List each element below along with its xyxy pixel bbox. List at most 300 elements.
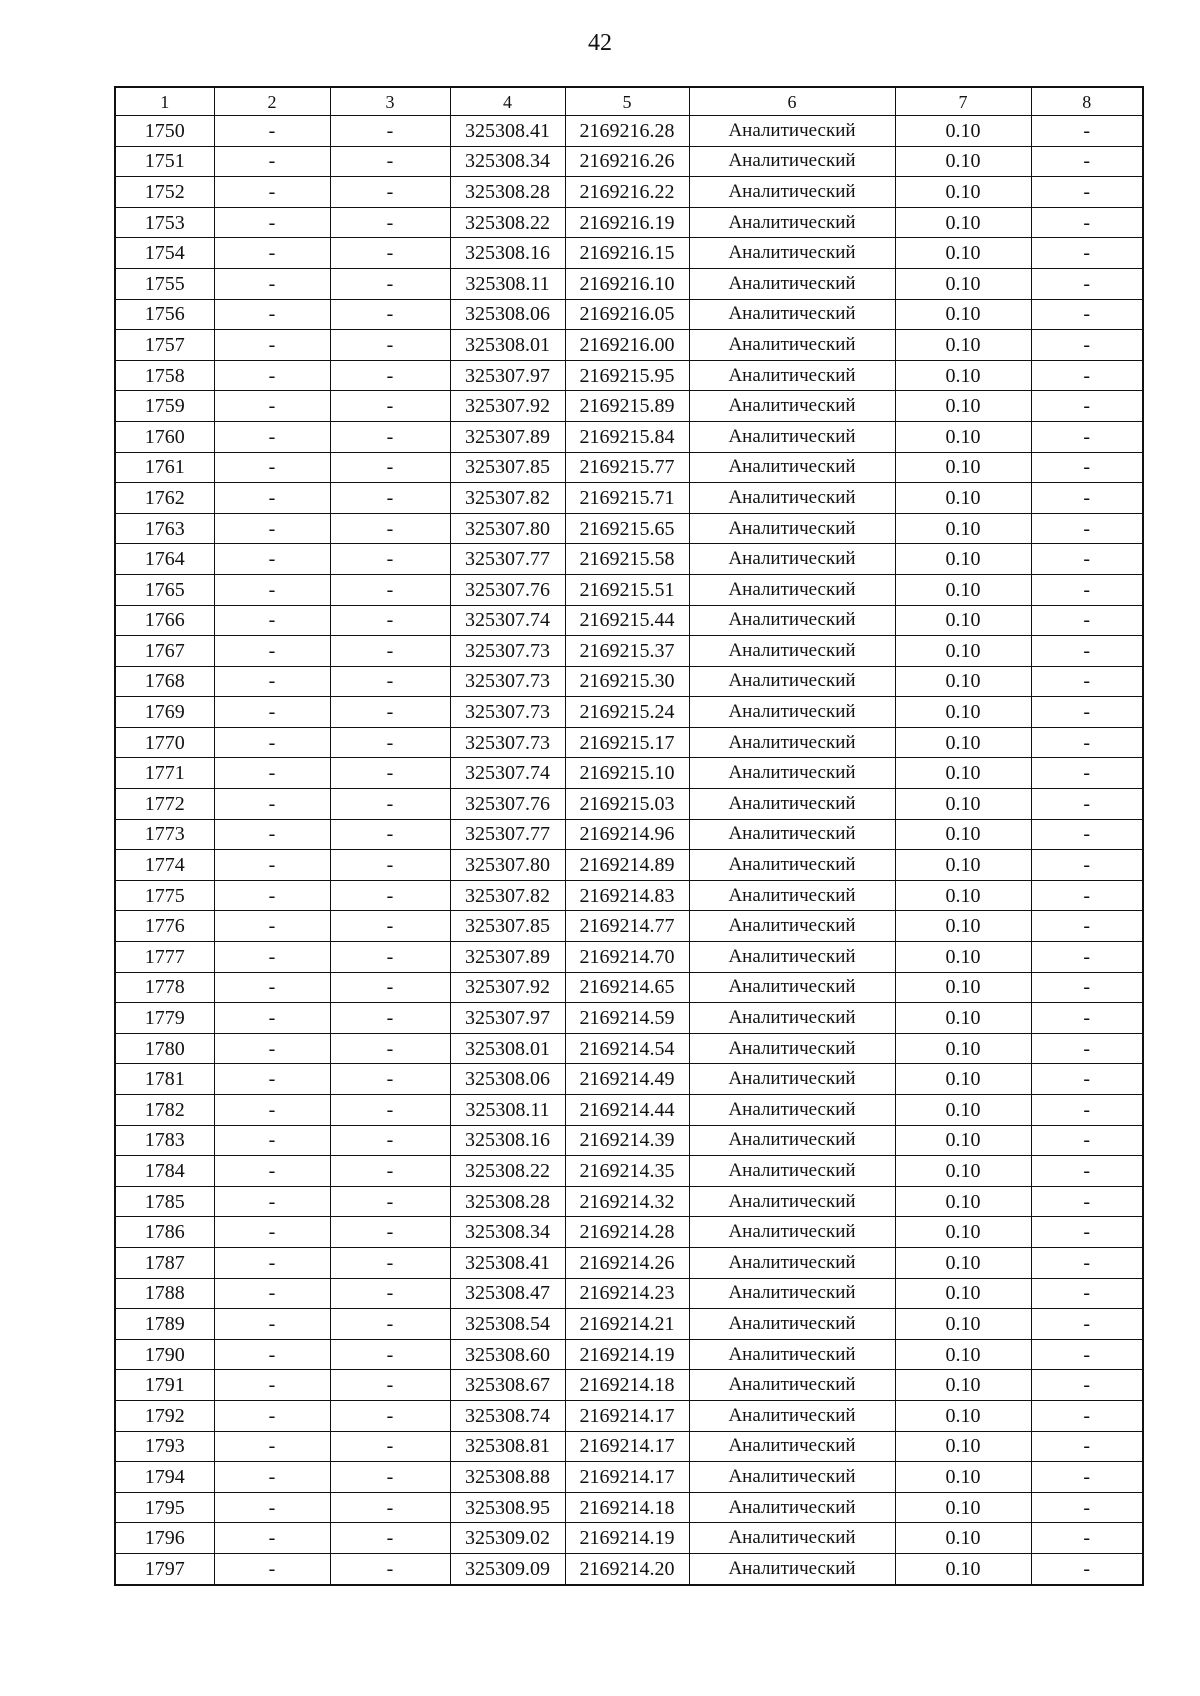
method-cell: Аналитический <box>689 605 895 636</box>
x-coordinate-cell: 325308.60 <box>450 1339 565 1370</box>
x-coordinate-cell: 325309.09 <box>450 1553 565 1584</box>
accuracy-cell: 0.10 <box>895 758 1031 789</box>
accuracy-cell: 0.10 <box>895 574 1031 605</box>
col3-cell: - <box>330 758 450 789</box>
table-row <box>115 1370 1143 1401</box>
table-row <box>115 268 1143 299</box>
method-cell: Аналитический <box>689 1003 895 1034</box>
col2-cell: - <box>214 207 330 238</box>
y-coordinate-cell: 2169214.17 <box>565 1400 689 1431</box>
x-coordinate-cell: 325307.82 <box>450 880 565 911</box>
method-cell: Аналитический <box>689 1217 895 1248</box>
accuracy-cell: 0.10 <box>895 605 1031 636</box>
method-cell: Аналитический <box>689 177 895 208</box>
col8-cell: - <box>1031 697 1143 728</box>
x-coordinate-cell: 325307.92 <box>450 391 565 422</box>
x-coordinate-cell: 325307.77 <box>450 819 565 850</box>
x-coordinate-cell: 325308.74 <box>450 1400 565 1431</box>
col2-cell: - <box>214 1095 330 1126</box>
method-cell: Аналитический <box>689 330 895 361</box>
col8-cell: - <box>1031 360 1143 391</box>
x-coordinate-cell: 325308.47 <box>450 1278 565 1309</box>
col2-cell: - <box>214 1431 330 1462</box>
col8-cell: - <box>1031 1339 1143 1370</box>
y-coordinate-cell: 2169216.28 <box>565 116 689 147</box>
col2-cell: - <box>214 880 330 911</box>
accuracy-cell: 0.10 <box>895 636 1031 667</box>
y-coordinate-cell: 2169214.39 <box>565 1125 689 1156</box>
y-coordinate-cell: 2169214.35 <box>565 1156 689 1187</box>
col3-cell: - <box>330 1186 450 1217</box>
x-coordinate-cell: 325308.06 <box>450 299 565 330</box>
col8-cell: - <box>1031 1462 1143 1493</box>
table-row <box>115 697 1143 728</box>
method-cell: Аналитический <box>689 1370 895 1401</box>
y-coordinate-cell: 2169214.44 <box>565 1095 689 1126</box>
accuracy-cell: 0.10 <box>895 819 1031 850</box>
col3-cell: - <box>330 1278 450 1309</box>
accuracy-cell: 0.10 <box>895 513 1031 544</box>
col2-cell: - <box>214 1400 330 1431</box>
x-coordinate-cell: 325307.89 <box>450 942 565 973</box>
y-coordinate-cell: 2169214.83 <box>565 880 689 911</box>
col3-cell: - <box>330 1217 450 1248</box>
table-row <box>115 1095 1143 1126</box>
col2-cell: - <box>214 758 330 789</box>
col8-cell: - <box>1031 1186 1143 1217</box>
col3-cell: - <box>330 911 450 942</box>
col3-cell: - <box>330 513 450 544</box>
col2-cell: - <box>214 452 330 483</box>
col8-cell: - <box>1031 727 1143 758</box>
point-number-cell: 1766 <box>115 605 214 636</box>
col3-cell: - <box>330 116 450 147</box>
point-number-cell: 1752 <box>115 177 214 208</box>
y-coordinate-cell: 2169215.95 <box>565 360 689 391</box>
point-number-cell: 1797 <box>115 1553 214 1584</box>
col2-cell: - <box>214 727 330 758</box>
method-cell: Аналитический <box>689 1431 895 1462</box>
y-coordinate-cell: 2169214.70 <box>565 942 689 973</box>
accuracy-cell: 0.10 <box>895 1431 1031 1462</box>
x-coordinate-cell: 325307.85 <box>450 911 565 942</box>
table-row <box>115 1003 1143 1034</box>
col8-cell: - <box>1031 819 1143 850</box>
y-coordinate-cell: 2169215.37 <box>565 636 689 667</box>
col8-cell: - <box>1031 789 1143 820</box>
point-number-cell: 1750 <box>115 116 214 147</box>
col2-cell: - <box>214 666 330 697</box>
accuracy-cell: 0.10 <box>895 207 1031 238</box>
point-number-cell: 1776 <box>115 911 214 942</box>
table-row <box>115 1553 1143 1584</box>
method-cell: Аналитический <box>689 758 895 789</box>
method-cell: Аналитический <box>689 1125 895 1156</box>
x-coordinate-cell: 325308.67 <box>450 1370 565 1401</box>
col3-cell: - <box>330 605 450 636</box>
col3-cell: - <box>330 850 450 881</box>
table-row <box>115 1309 1143 1340</box>
method-cell: Аналитический <box>689 819 895 850</box>
accuracy-cell: 0.10 <box>895 116 1031 147</box>
x-coordinate-cell: 325308.28 <box>450 1186 565 1217</box>
method-cell: Аналитический <box>689 880 895 911</box>
y-coordinate-cell: 2169215.30 <box>565 666 689 697</box>
column-header: 8 <box>1031 87 1143 116</box>
x-coordinate-cell: 325307.73 <box>450 666 565 697</box>
col3-cell: - <box>330 697 450 728</box>
col2-cell: - <box>214 1492 330 1523</box>
col8-cell: - <box>1031 1125 1143 1156</box>
col3-cell: - <box>330 727 450 758</box>
table-row <box>115 513 1143 544</box>
col2-cell: - <box>214 605 330 636</box>
y-coordinate-cell: 2169214.23 <box>565 1278 689 1309</box>
y-coordinate-cell: 2169214.96 <box>565 819 689 850</box>
col3-cell: - <box>330 299 450 330</box>
accuracy-cell: 0.10 <box>895 1247 1031 1278</box>
point-number-cell: 1788 <box>115 1278 214 1309</box>
point-number-cell: 1793 <box>115 1431 214 1462</box>
col3-cell: - <box>330 1400 450 1431</box>
x-coordinate-cell: 325307.97 <box>450 360 565 391</box>
accuracy-cell: 0.10 <box>895 1095 1031 1126</box>
x-coordinate-cell: 325308.22 <box>450 1156 565 1187</box>
col2-cell: - <box>214 421 330 452</box>
table-row <box>115 605 1143 636</box>
col2-cell: - <box>214 942 330 973</box>
col8-cell: - <box>1031 146 1143 177</box>
col3-cell: - <box>330 1462 450 1493</box>
point-number-cell: 1764 <box>115 544 214 575</box>
col2-cell: - <box>214 1064 330 1095</box>
point-number-cell: 1751 <box>115 146 214 177</box>
x-coordinate-cell: 325307.77 <box>450 544 565 575</box>
y-coordinate-cell: 2169216.26 <box>565 146 689 177</box>
method-cell: Аналитический <box>689 1309 895 1340</box>
point-number-cell: 1759 <box>115 391 214 422</box>
point-number-cell: 1754 <box>115 238 214 269</box>
table-row <box>115 452 1143 483</box>
col2-cell: - <box>214 911 330 942</box>
method-cell: Аналитический <box>689 1186 895 1217</box>
accuracy-cell: 0.10 <box>895 1339 1031 1370</box>
method-cell: Аналитический <box>689 850 895 881</box>
col2-cell: - <box>214 483 330 514</box>
accuracy-cell: 0.10 <box>895 452 1031 483</box>
col3-cell: - <box>330 238 450 269</box>
table-row <box>115 1492 1143 1523</box>
table-row <box>115 177 1143 208</box>
table-row <box>115 330 1143 361</box>
accuracy-cell: 0.10 <box>895 1462 1031 1493</box>
method-cell: Аналитический <box>689 1492 895 1523</box>
accuracy-cell: 0.10 <box>895 727 1031 758</box>
point-number-cell: 1780 <box>115 1033 214 1064</box>
accuracy-cell: 0.10 <box>895 1370 1031 1401</box>
col8-cell: - <box>1031 1156 1143 1187</box>
accuracy-cell: 0.10 <box>895 146 1031 177</box>
col2-cell: - <box>214 330 330 361</box>
col8-cell: - <box>1031 513 1143 544</box>
method-cell: Аналитический <box>689 697 895 728</box>
table-row <box>115 207 1143 238</box>
table-body <box>115 116 1143 1585</box>
col3-cell: - <box>330 1309 450 1340</box>
accuracy-cell: 0.10 <box>895 391 1031 422</box>
method-cell: Аналитический <box>689 452 895 483</box>
table-row <box>115 1125 1143 1156</box>
point-number-cell: 1763 <box>115 513 214 544</box>
col3-cell: - <box>330 1125 450 1156</box>
col2-cell: - <box>214 1217 330 1248</box>
y-coordinate-cell: 2169214.19 <box>565 1523 689 1554</box>
col2-cell: - <box>214 1125 330 1156</box>
method-cell: Аналитический <box>689 421 895 452</box>
col2-cell: - <box>214 1339 330 1370</box>
col8-cell: - <box>1031 666 1143 697</box>
method-cell: Аналитический <box>689 544 895 575</box>
col2-cell: - <box>214 513 330 544</box>
accuracy-cell: 0.10 <box>895 666 1031 697</box>
point-number-cell: 1778 <box>115 972 214 1003</box>
y-coordinate-cell: 2169214.21 <box>565 1309 689 1340</box>
point-number-cell: 1767 <box>115 636 214 667</box>
y-coordinate-cell: 2169215.44 <box>565 605 689 636</box>
table-row <box>115 789 1143 820</box>
col3-cell: - <box>330 1064 450 1095</box>
column-header: 7 <box>895 87 1031 116</box>
col3-cell: - <box>330 819 450 850</box>
y-coordinate-cell: 2169216.00 <box>565 330 689 361</box>
col2-cell: - <box>214 789 330 820</box>
y-coordinate-cell: 2169214.17 <box>565 1462 689 1493</box>
accuracy-cell: 0.10 <box>895 1156 1031 1187</box>
accuracy-cell: 0.10 <box>895 1217 1031 1248</box>
col3-cell: - <box>330 452 450 483</box>
accuracy-cell: 0.10 <box>895 360 1031 391</box>
x-coordinate-cell: 325308.34 <box>450 1217 565 1248</box>
col2-cell: - <box>214 1033 330 1064</box>
col2-cell: - <box>214 1156 330 1187</box>
table-row <box>115 1156 1143 1187</box>
accuracy-cell: 0.10 <box>895 880 1031 911</box>
point-number-cell: 1795 <box>115 1492 214 1523</box>
col2-cell: - <box>214 1309 330 1340</box>
table-row <box>115 727 1143 758</box>
accuracy-cell: 0.10 <box>895 268 1031 299</box>
col3-cell: - <box>330 1247 450 1278</box>
method-cell: Аналитический <box>689 1095 895 1126</box>
point-number-cell: 1779 <box>115 1003 214 1034</box>
col8-cell: - <box>1031 1309 1143 1340</box>
method-cell: Аналитический <box>689 1033 895 1064</box>
col8-cell: - <box>1031 207 1143 238</box>
accuracy-cell: 0.10 <box>895 697 1031 728</box>
point-number-cell: 1773 <box>115 819 214 850</box>
col8-cell: - <box>1031 1523 1143 1554</box>
method-cell: Аналитический <box>689 1553 895 1584</box>
point-number-cell: 1762 <box>115 483 214 514</box>
col3-cell: - <box>330 574 450 605</box>
point-number-cell: 1757 <box>115 330 214 361</box>
accuracy-cell: 0.10 <box>895 1003 1031 1034</box>
col8-cell: - <box>1031 1003 1143 1034</box>
method-cell: Аналитический <box>689 1278 895 1309</box>
point-number-cell: 1786 <box>115 1217 214 1248</box>
y-coordinate-cell: 2169214.59 <box>565 1003 689 1034</box>
x-coordinate-cell: 325307.85 <box>450 452 565 483</box>
x-coordinate-cell: 325308.22 <box>450 207 565 238</box>
table-row <box>115 636 1143 667</box>
point-number-cell: 1769 <box>115 697 214 728</box>
col3-cell: - <box>330 1370 450 1401</box>
x-coordinate-cell: 325308.11 <box>450 268 565 299</box>
accuracy-cell: 0.10 <box>895 421 1031 452</box>
col3-cell: - <box>330 146 450 177</box>
method-cell: Аналитический <box>689 391 895 422</box>
accuracy-cell: 0.10 <box>895 544 1031 575</box>
x-coordinate-cell: 325307.74 <box>450 605 565 636</box>
col3-cell: - <box>330 789 450 820</box>
method-cell: Аналитический <box>689 942 895 973</box>
x-coordinate-cell: 325307.76 <box>450 789 565 820</box>
x-coordinate-cell: 325308.28 <box>450 177 565 208</box>
x-coordinate-cell: 325308.54 <box>450 1309 565 1340</box>
x-coordinate-cell: 325307.74 <box>450 758 565 789</box>
accuracy-cell: 0.10 <box>895 330 1031 361</box>
col2-cell: - <box>214 360 330 391</box>
x-coordinate-cell: 325308.11 <box>450 1095 565 1126</box>
col8-cell: - <box>1031 1278 1143 1309</box>
table-row <box>115 1523 1143 1554</box>
accuracy-cell: 0.10 <box>895 483 1031 514</box>
accuracy-cell: 0.10 <box>895 1125 1031 1156</box>
col2-cell: - <box>214 1523 330 1554</box>
point-number-cell: 1772 <box>115 789 214 820</box>
column-header: 3 <box>330 87 450 116</box>
col3-cell: - <box>330 1553 450 1584</box>
y-coordinate-cell: 2169216.10 <box>565 268 689 299</box>
col2-cell: - <box>214 1553 330 1584</box>
point-number-cell: 1771 <box>115 758 214 789</box>
col8-cell: - <box>1031 116 1143 147</box>
y-coordinate-cell: 2169214.32 <box>565 1186 689 1217</box>
table-row <box>115 1186 1143 1217</box>
col3-cell: - <box>330 483 450 514</box>
method-cell: Аналитический <box>689 299 895 330</box>
table-row <box>115 1247 1143 1278</box>
col8-cell: - <box>1031 268 1143 299</box>
x-coordinate-cell: 325307.97 <box>450 1003 565 1034</box>
y-coordinate-cell: 2169214.18 <box>565 1492 689 1523</box>
col8-cell: - <box>1031 177 1143 208</box>
method-cell: Аналитический <box>689 911 895 942</box>
col2-cell: - <box>214 391 330 422</box>
method-cell: Аналитический <box>689 1064 895 1095</box>
col2-cell: - <box>214 972 330 1003</box>
point-number-cell: 1753 <box>115 207 214 238</box>
point-number-cell: 1789 <box>115 1309 214 1340</box>
col8-cell: - <box>1031 1095 1143 1126</box>
col3-cell: - <box>330 207 450 238</box>
col3-cell: - <box>330 636 450 667</box>
point-number-cell: 1790 <box>115 1339 214 1370</box>
table-row <box>115 972 1143 1003</box>
col2-cell: - <box>214 238 330 269</box>
method-cell: Аналитический <box>689 636 895 667</box>
col3-cell: - <box>330 1003 450 1034</box>
point-number-cell: 1761 <box>115 452 214 483</box>
accuracy-cell: 0.10 <box>895 789 1031 820</box>
x-coordinate-cell: 325307.76 <box>450 574 565 605</box>
y-coordinate-cell: 2169214.28 <box>565 1217 689 1248</box>
col3-cell: - <box>330 1431 450 1462</box>
col8-cell: - <box>1031 1033 1143 1064</box>
col3-cell: - <box>330 942 450 973</box>
column-header: 2 <box>214 87 330 116</box>
column-header: 6 <box>689 87 895 116</box>
col3-cell: - <box>330 360 450 391</box>
y-coordinate-cell: 2169216.05 <box>565 299 689 330</box>
col8-cell: - <box>1031 1492 1143 1523</box>
method-cell: Аналитический <box>689 574 895 605</box>
method-cell: Аналитический <box>689 972 895 1003</box>
y-coordinate-cell: 2169215.51 <box>565 574 689 605</box>
table-row <box>115 1033 1143 1064</box>
point-number-cell: 1768 <box>115 666 214 697</box>
x-coordinate-cell: 325309.02 <box>450 1523 565 1554</box>
y-coordinate-cell: 2169215.24 <box>565 697 689 728</box>
point-number-cell: 1775 <box>115 880 214 911</box>
method-cell: Аналитический <box>689 1247 895 1278</box>
col2-cell: - <box>214 544 330 575</box>
table-row <box>115 238 1143 269</box>
x-coordinate-cell: 325307.73 <box>450 697 565 728</box>
col2-cell: - <box>214 819 330 850</box>
table-row <box>115 391 1143 422</box>
col2-cell: - <box>214 1186 330 1217</box>
y-coordinate-cell: 2169215.71 <box>565 483 689 514</box>
col3-cell: - <box>330 268 450 299</box>
x-coordinate-cell: 325307.80 <box>450 513 565 544</box>
col2-cell: - <box>214 1462 330 1493</box>
point-number-cell: 1787 <box>115 1247 214 1278</box>
page-number: 42 <box>588 30 612 56</box>
table-row <box>115 850 1143 881</box>
col3-cell: - <box>330 544 450 575</box>
accuracy-cell: 0.10 <box>895 1492 1031 1523</box>
col2-cell: - <box>214 1003 330 1034</box>
column-header: 5 <box>565 87 689 116</box>
col2-cell: - <box>214 850 330 881</box>
method-cell: Аналитический <box>689 1400 895 1431</box>
col8-cell: - <box>1031 1431 1143 1462</box>
col2-cell: - <box>214 697 330 728</box>
table-header-row <box>115 87 1143 116</box>
col8-cell: - <box>1031 452 1143 483</box>
col8-cell: - <box>1031 972 1143 1003</box>
col3-cell: - <box>330 972 450 1003</box>
col8-cell: - <box>1031 1370 1143 1401</box>
col8-cell: - <box>1031 391 1143 422</box>
x-coordinate-cell: 325308.06 <box>450 1064 565 1095</box>
table-row <box>115 544 1143 575</box>
table-row <box>115 483 1143 514</box>
col2-cell: - <box>214 146 330 177</box>
point-number-cell: 1770 <box>115 727 214 758</box>
x-coordinate-cell: 325307.73 <box>450 636 565 667</box>
